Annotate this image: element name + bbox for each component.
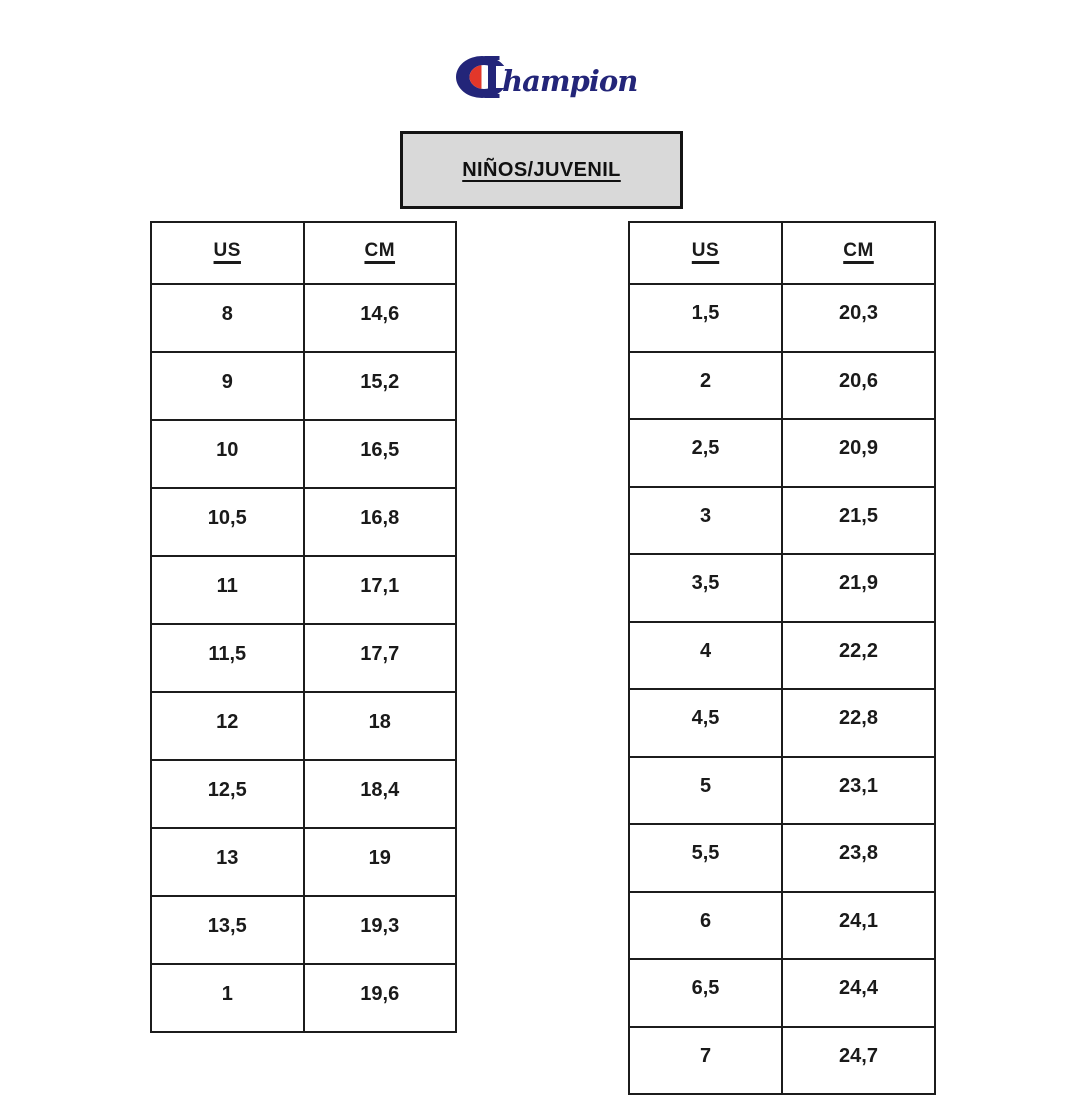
size-row bbox=[629, 959, 935, 1027]
us-size-cell: 4 bbox=[629, 622, 782, 690]
column-header-us: US bbox=[151, 222, 304, 284]
column-header-cm: CM bbox=[304, 222, 457, 284]
cm-size-cell: 20,3 bbox=[782, 284, 935, 352]
header-row bbox=[151, 222, 456, 284]
cm-size-cell: 16,5 bbox=[304, 420, 457, 488]
size-row bbox=[151, 896, 456, 964]
cm-size-cell: 19 bbox=[304, 828, 457, 896]
us-size-cell: 6,5 bbox=[629, 959, 782, 1027]
cm-size-cell: 17,1 bbox=[304, 556, 457, 624]
champion-wordmark-text: hampion bbox=[502, 64, 638, 98]
us-size-cell: 8 bbox=[151, 284, 304, 352]
us-size-cell: 13,5 bbox=[151, 896, 304, 964]
us-size-cell: 12 bbox=[151, 692, 304, 760]
us-size-cell: 9 bbox=[151, 352, 304, 420]
us-size-cell: 4,5 bbox=[629, 689, 782, 757]
us-size-cell: 3 bbox=[629, 487, 782, 555]
cm-size-cell: 18 bbox=[304, 692, 457, 760]
size-row bbox=[629, 554, 935, 622]
us-size-cell: 2 bbox=[629, 352, 782, 420]
us-size-cell: 3,5 bbox=[629, 554, 782, 622]
size-row bbox=[629, 892, 935, 960]
size-row bbox=[629, 622, 935, 690]
size-row bbox=[629, 419, 935, 487]
size-row bbox=[629, 487, 935, 555]
size-row bbox=[151, 420, 456, 488]
size-table-right bbox=[628, 221, 936, 1095]
size-row bbox=[629, 1027, 935, 1095]
size-row bbox=[629, 824, 935, 892]
page-title: NIÑOS/JUVENIL bbox=[462, 158, 621, 181]
us-size-cell: 10,5 bbox=[151, 488, 304, 556]
us-size-cell: 11,5 bbox=[151, 624, 304, 692]
cm-size-cell: 14,6 bbox=[304, 284, 457, 352]
size-row bbox=[151, 828, 456, 896]
us-size-cell: 11 bbox=[151, 556, 304, 624]
size-row bbox=[629, 284, 935, 352]
us-size-cell: 5 bbox=[629, 757, 782, 825]
size-row bbox=[629, 352, 935, 420]
cm-size-cell: 23,8 bbox=[782, 824, 935, 892]
us-size-cell: 5,5 bbox=[629, 824, 782, 892]
size-row bbox=[151, 760, 456, 828]
champion-logo-graphic bbox=[455, 54, 638, 106]
size-row bbox=[151, 964, 456, 1032]
cm-size-cell: 22,8 bbox=[782, 689, 935, 757]
cm-size-cell: 18,4 bbox=[304, 760, 457, 828]
cm-size-cell: 23,1 bbox=[782, 757, 935, 825]
cm-size-cell: 20,6 bbox=[782, 352, 935, 420]
cm-size-cell: 17,7 bbox=[304, 624, 457, 692]
size-table-left bbox=[150, 221, 457, 1033]
size-row bbox=[151, 556, 456, 624]
header-row bbox=[629, 222, 935, 284]
us-size-cell: 10 bbox=[151, 420, 304, 488]
size-row bbox=[629, 689, 935, 757]
cm-size-cell: 19,3 bbox=[304, 896, 457, 964]
cm-size-cell: 24,1 bbox=[782, 892, 935, 960]
column-header-us: US bbox=[629, 222, 782, 284]
cm-size-cell: 21,5 bbox=[782, 487, 935, 555]
column-header-cm: CM bbox=[782, 222, 935, 284]
size-row bbox=[151, 488, 456, 556]
cm-size-cell: 22,2 bbox=[782, 622, 935, 690]
size-row bbox=[151, 284, 456, 352]
cm-size-cell: 21,9 bbox=[782, 554, 935, 622]
size-row bbox=[151, 692, 456, 760]
title-box bbox=[400, 131, 683, 209]
cm-size-cell: 16,8 bbox=[304, 488, 457, 556]
us-size-cell: 1 bbox=[151, 964, 304, 1032]
cm-size-cell: 24,4 bbox=[782, 959, 935, 1027]
size-row bbox=[151, 352, 456, 420]
us-size-cell: 1,5 bbox=[629, 284, 782, 352]
cm-size-cell: 20,9 bbox=[782, 419, 935, 487]
us-size-cell: 2,5 bbox=[629, 419, 782, 487]
size-row bbox=[151, 624, 456, 692]
cm-size-cell: 19,6 bbox=[304, 964, 457, 1032]
champion-logo bbox=[455, 54, 638, 106]
size-row bbox=[629, 757, 935, 825]
cm-size-cell: 15,2 bbox=[304, 352, 457, 420]
us-size-cell: 6 bbox=[629, 892, 782, 960]
cm-size-cell: 24,7 bbox=[782, 1027, 935, 1095]
us-size-cell: 12,5 bbox=[151, 760, 304, 828]
us-size-cell: 13 bbox=[151, 828, 304, 896]
us-size-cell: 7 bbox=[629, 1027, 782, 1095]
